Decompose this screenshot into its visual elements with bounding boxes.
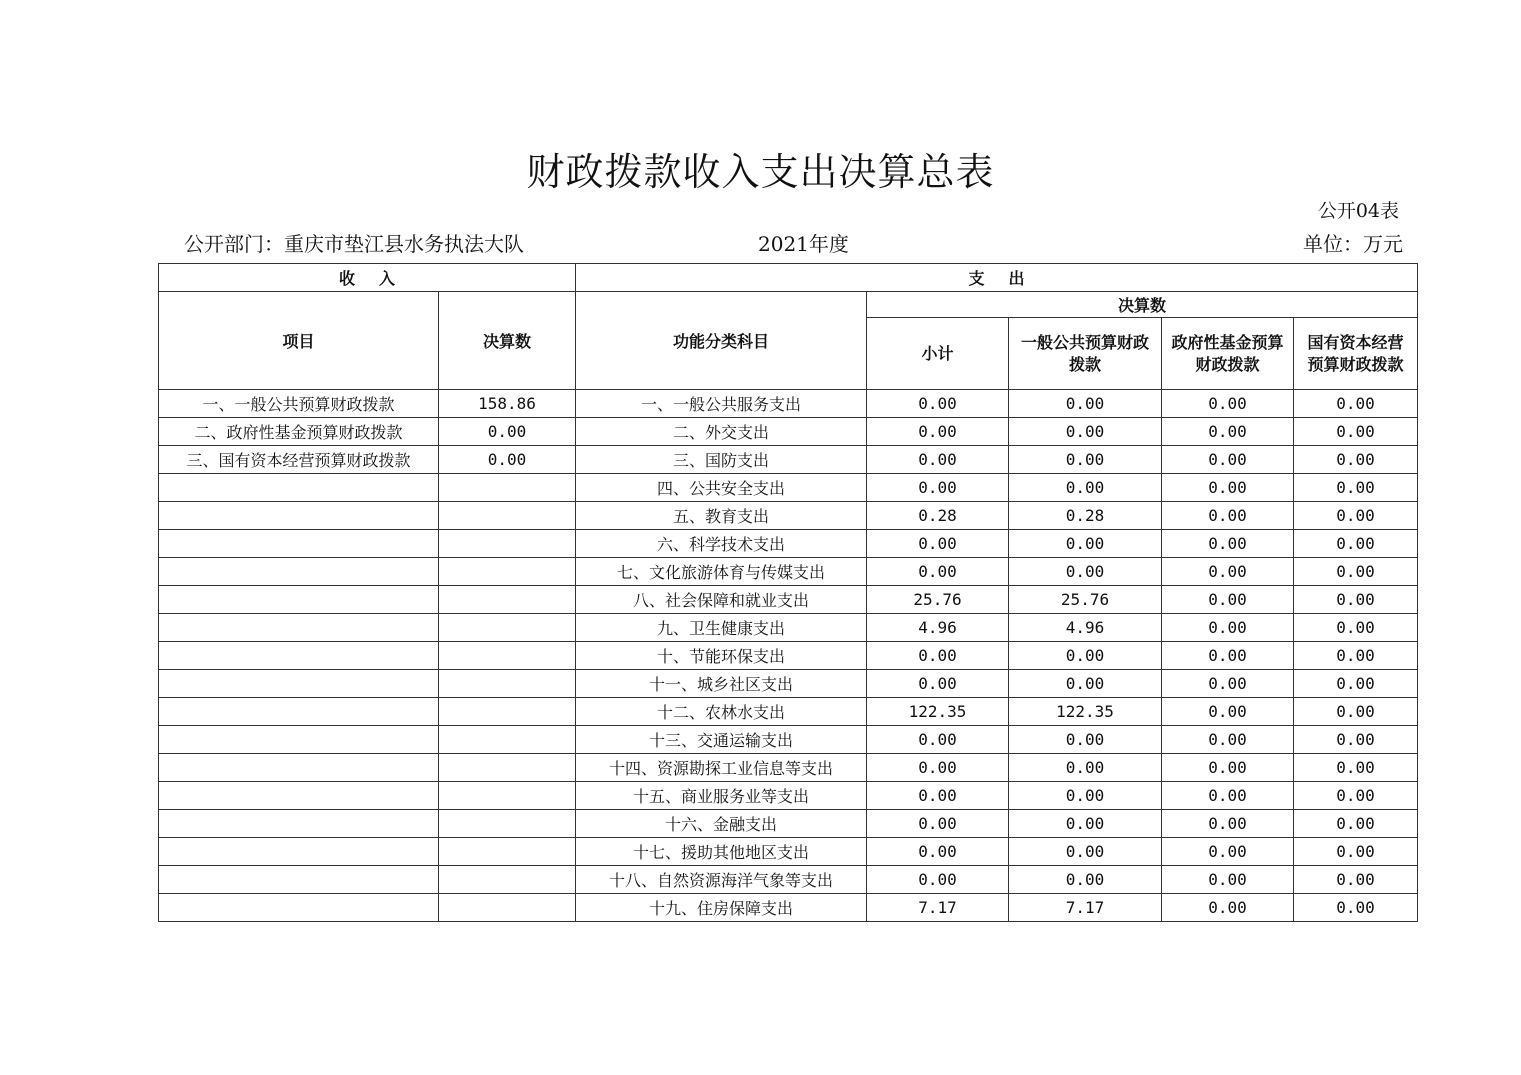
state-capital-value: 0.00 [1294,530,1418,558]
function-category: 十九、住房保障支出 [576,894,867,922]
col-header-subtotal: 小计 [867,318,1009,390]
fund-budget-value: 0.00 [1162,586,1294,614]
general-budget-value: 0.00 [1009,474,1162,502]
state-capital-value: 0.00 [1294,726,1418,754]
table-row [159,418,1418,446]
income-amount: 0.00 [439,418,576,446]
state-capital-value: 0.00 [1294,698,1418,726]
fund-budget-value: 0.00 [1162,866,1294,894]
state-capital-value: 0.00 [1294,558,1418,586]
income-amount [439,558,576,586]
function-category: 十三、交通运输支出 [576,726,867,754]
income-amount [439,670,576,698]
income-item [159,838,439,866]
fund-budget-value: 0.00 [1162,418,1294,446]
table-row [159,390,1418,418]
income-amount [439,754,576,782]
subtotal-value: 0.00 [867,810,1009,838]
fund-budget-value: 0.00 [1162,838,1294,866]
function-category: 十四、资源勘探工业信息等支出 [576,754,867,782]
fund-budget-value: 0.00 [1162,446,1294,474]
income-item [159,698,439,726]
general-budget-value: 0.28 [1009,502,1162,530]
fund-budget-value: 0.00 [1162,530,1294,558]
function-category: 十、节能环保支出 [576,642,867,670]
income-header: 收入 [159,264,576,292]
general-budget-value: 0.00 [1009,726,1162,754]
subtotal-value: 0.00 [867,558,1009,586]
subtotal-value: 0.00 [867,390,1009,418]
state-capital-value: 0.00 [1294,474,1418,502]
general-budget-value: 7.17 [1009,894,1162,922]
function-category: 六、科学技术支出 [576,530,867,558]
income-item [159,474,439,502]
subtotal-value: 0.00 [867,754,1009,782]
fiscal-year: 2021年度 [758,232,849,256]
fund-budget-value: 0.00 [1162,782,1294,810]
subtotal-value: 4.96 [867,614,1009,642]
fund-budget-value: 0.00 [1162,670,1294,698]
state-capital-value: 0.00 [1294,894,1418,922]
subtotal-value: 0.00 [867,418,1009,446]
report-table [158,263,1418,922]
income-item: 一、一般公共预算财政拨款 [159,390,439,418]
table-row [159,810,1418,838]
function-category: 二、外交支出 [576,418,867,446]
fund-budget-value: 0.00 [1162,558,1294,586]
subtotal-value: 0.00 [867,866,1009,894]
income-amount [439,530,576,558]
table-row [159,698,1418,726]
state-capital-value: 0.00 [1294,810,1418,838]
subtotal-value: 0.00 [867,530,1009,558]
income-item: 三、国有资本经营预算财政拨款 [159,446,439,474]
table-row [159,754,1418,782]
table-row [159,782,1418,810]
table-row [159,642,1418,670]
fund-budget-value: 0.00 [1162,894,1294,922]
table-row [159,474,1418,502]
subtotal-value: 0.00 [867,782,1009,810]
fund-budget-value: 0.00 [1162,474,1294,502]
general-budget-value: 0.00 [1009,670,1162,698]
subtotal-value: 0.00 [867,642,1009,670]
income-amount [439,698,576,726]
state-capital-value: 0.00 [1294,670,1418,698]
general-budget-value: 0.00 [1009,838,1162,866]
table-row [159,894,1418,922]
general-budget-value: 0.00 [1009,446,1162,474]
table-row [159,558,1418,586]
table-row [159,502,1418,530]
fund-budget-value: 0.00 [1162,698,1294,726]
subtotal-value: 0.00 [867,726,1009,754]
income-item [159,810,439,838]
income-amount: 158.86 [439,390,576,418]
function-category: 三、国防支出 [576,446,867,474]
table-row [159,530,1418,558]
income-item [159,782,439,810]
state-capital-value: 0.00 [1294,614,1418,642]
form-number: 公开04表 [1317,200,1399,222]
table-row [159,726,1418,754]
unit-label: 单位：万元 [1303,232,1403,256]
table-row [159,866,1418,894]
income-item [159,670,439,698]
col-header-amount: 决算数 [439,292,576,390]
subtotal-value: 0.00 [867,474,1009,502]
state-capital-value: 0.00 [1294,754,1418,782]
col-header-state: 国有资本经营预算财政拨款 [1294,318,1418,390]
income-item [159,586,439,614]
function-category: 五、教育支出 [576,502,867,530]
page-title: 财政拨款收入支出决算总表 [526,150,995,194]
col-header-function: 功能分类科目 [576,292,867,390]
subtotal-value: 0.00 [867,446,1009,474]
general-budget-value: 0.00 [1009,390,1162,418]
income-amount [439,586,576,614]
table-row [159,838,1418,866]
state-capital-value: 0.00 [1294,502,1418,530]
income-amount [439,810,576,838]
col-header-fund: 政府性基金预算财政拨款 [1162,318,1294,390]
function-category: 十八、自然资源海洋气象等支出 [576,866,867,894]
state-capital-value: 0.00 [1294,586,1418,614]
income-item: 二、政府性基金预算财政拨款 [159,418,439,446]
function-category: 八、社会保障和就业支出 [576,586,867,614]
function-category: 十一、城乡社区支出 [576,670,867,698]
income-item [159,894,439,922]
general-budget-value: 0.00 [1009,810,1162,838]
function-category: 十二、农林水支出 [576,698,867,726]
subtotal-value: 25.76 [867,586,1009,614]
fund-budget-value: 0.00 [1162,810,1294,838]
function-category: 七、文化旅游体育与传媒支出 [576,558,867,586]
expense-header: 支出 [576,264,1418,292]
general-budget-value: 4.96 [1009,614,1162,642]
function-category: 四、公共安全支出 [576,474,867,502]
fund-budget-value: 0.00 [1162,726,1294,754]
fund-budget-value: 0.00 [1162,754,1294,782]
department-label: 公开部门：重庆市垫江县水务执法大队 [184,232,524,256]
income-item [159,502,439,530]
function-category: 十五、商业服务业等支出 [576,782,867,810]
subtotal-value: 7.17 [867,894,1009,922]
function-category: 十六、金融支出 [576,810,867,838]
income-amount [439,502,576,530]
income-item [159,754,439,782]
col-header-item: 项目 [159,292,439,390]
fund-budget-value: 0.00 [1162,614,1294,642]
income-amount [439,782,576,810]
state-capital-value: 0.00 [1294,418,1418,446]
subtotal-value: 0.00 [867,670,1009,698]
table-row [159,614,1418,642]
fund-budget-value: 0.00 [1162,502,1294,530]
income-item [159,866,439,894]
subtotal-value: 0.00 [867,838,1009,866]
income-amount [439,866,576,894]
table-row [159,586,1418,614]
fund-budget-value: 0.00 [1162,390,1294,418]
income-item [159,558,439,586]
income-amount [439,474,576,502]
state-capital-value: 0.00 [1294,642,1418,670]
col-header-final-group: 决算数 [867,292,1418,318]
fund-budget-value: 0.00 [1162,642,1294,670]
general-budget-value: 0.00 [1009,754,1162,782]
general-budget-value: 25.76 [1009,586,1162,614]
function-category: 一、一般公共服务支出 [576,390,867,418]
state-capital-value: 0.00 [1294,390,1418,418]
income-item [159,530,439,558]
general-budget-value: 0.00 [1009,558,1162,586]
function-category: 九、卫生健康支出 [576,614,867,642]
general-budget-value: 0.00 [1009,782,1162,810]
state-capital-value: 0.00 [1294,782,1418,810]
subtotal-value: 122.35 [867,698,1009,726]
general-budget-value: 0.00 [1009,530,1162,558]
state-capital-value: 0.00 [1294,866,1418,894]
state-capital-value: 0.00 [1294,838,1418,866]
income-amount [439,642,576,670]
income-amount [439,614,576,642]
income-amount [439,838,576,866]
state-capital-value: 0.00 [1294,446,1418,474]
income-item [159,614,439,642]
general-budget-value: 0.00 [1009,418,1162,446]
general-budget-value: 0.00 [1009,642,1162,670]
table-row [159,670,1418,698]
income-amount [439,726,576,754]
table-row [159,446,1418,474]
col-header-general: 一般公共预算财政拨款 [1009,318,1162,390]
income-amount: 0.00 [439,446,576,474]
function-category: 十七、援助其他地区支出 [576,838,867,866]
income-amount [439,894,576,922]
general-budget-value: 0.00 [1009,866,1162,894]
subtotal-value: 0.28 [867,502,1009,530]
income-item [159,642,439,670]
income-item [159,726,439,754]
general-budget-value: 122.35 [1009,698,1162,726]
